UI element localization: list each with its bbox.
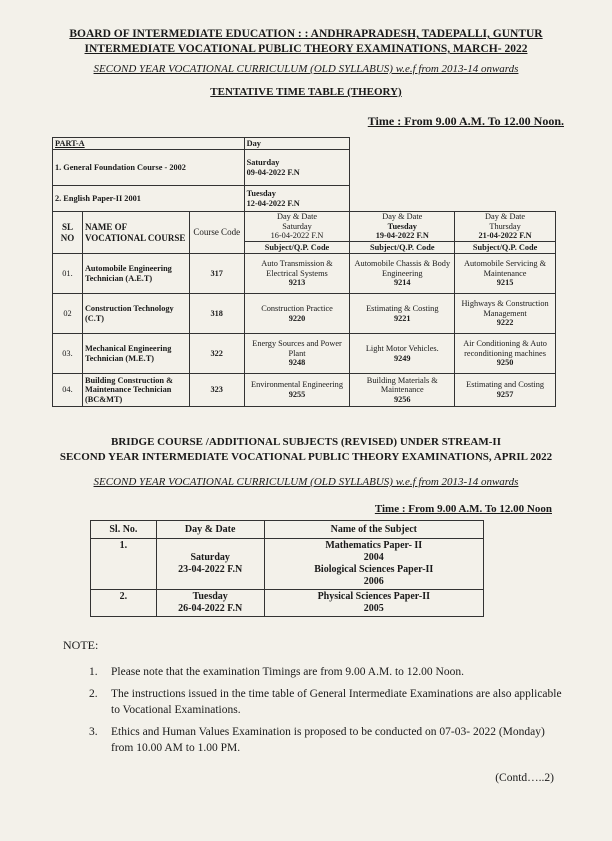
course-code-header: Course Code (189, 212, 244, 254)
table-row: 2. Tuesday 26-04-2022 F.N Physical Sciences Paper-II 2005 (91, 590, 484, 617)
sl-no-header: SL NO (53, 212, 83, 254)
date-header-1: Day & Date Saturday 16-04-2022 F.N (244, 212, 350, 242)
bridge-time: Time : From 9.00 A.M. To 12.00 Noon (374, 503, 552, 515)
table-row: 01. Automobile Engineering Technician (A.E.T) 317 Auto Transmission & Electrical Systems 9213 Automobile Chassis & Body Engineering 9214 Automobile Servicing & Maintenance 9215 (53, 254, 556, 294)
course-name-header: NAME OF VOCATIONAL COURSE (82, 212, 189, 254)
note-item: 3. Ethics and Human Values Examination is proposed to be conducted on 07-03- 2022 (Monday) from 10.00 AM to 1.00 PM. (89, 726, 545, 754)
date-header-3: Day & Date Thursday 21-04-2022 F.N (455, 212, 556, 242)
note-item: 1. Please note that the examination Timings are from 9.00 A.M. to 12.00 Noon. (89, 666, 464, 678)
bridge-date-header: Day & Date (156, 521, 264, 539)
timetable-title: TENTATIVE TIME TABLE (THEORY) (210, 86, 402, 98)
note-title: NOTE: (63, 638, 99, 652)
subject-code-header-1: Subject/Q.P. Code (244, 242, 350, 254)
exam-time: Time : From 9.00 A.M. To 12.00 Noon. (367, 114, 564, 128)
table-row: 04. Building Construction & Maintenance Technician (BC&MT) 323 Environmental Engineering 9255 Building Materials & Maintenance 9256 Estimating and Costing 9257 (53, 374, 556, 407)
date-header-2: Day & Date Tuesday 19-04-2022 F.N (350, 212, 455, 242)
table-row: 03. Mechanical Engineering Technician (M.E.T) 322 Energy Sources and Power Plant 9248 Light Motor Vehicles. 9249 Air Conditioning & Auto reconditioning machines 9250 (53, 334, 556, 374)
bridge-sl-header: Sl. No. (91, 521, 157, 539)
part-a-subject-2: 2. English Paper-II 2001 (53, 186, 245, 212)
note-item: 2. The instructions issued in the time table of General Intermediate Examinations are also applicable to Vocational Examinations. (89, 688, 562, 716)
bridge-subject-header: Name of the Subject (264, 521, 483, 539)
part-a-date-2: Tuesday 12-04-2022 F.N (244, 186, 350, 212)
curriculum-title: SECOND YEAR VOCATIONAL CURRICULUM (OLD SYLLABUS) w.e.f from 2013-14 onwards (93, 63, 519, 75)
board-title: BOARD OF INTERMEDIATE EDUCATION : : ANDHRAPRADESH, TADEPALLI, GUNTUR (69, 28, 543, 40)
subject-code-header-3: Subject/Q.P. Code (455, 242, 556, 254)
part-a-title: PART-A (53, 138, 245, 150)
subject-code-header-2: Subject/Q.P. Code (350, 242, 455, 254)
part-a-date-1: Saturday 09-04-2022 F.N (244, 150, 350, 186)
table-row: 02 Construction Technology (C.T) 318 Construction Practice 9220 Estimating & Costing 9221 Highways & Construction Management 9222 (53, 294, 556, 334)
continued-label: (Contd…..2) (495, 772, 554, 784)
exam-title: INTERMEDIATE VOCATIONAL PUBLIC THEORY EXAMINATIONS, MARCH- 2022 (84, 43, 528, 55)
bridge-exam-title: SECOND YEAR INTERMEDIATE VOCATIONAL PUBLIC THEORY EXAMINATIONS, APRIL 2022 (59, 451, 553, 463)
part-a-subject-1: 1. General Foundation Course - 2002 (53, 150, 245, 186)
bridge-timetable (90, 520, 484, 617)
bridge-curriculum-title: SECOND YEAR VOCATIONAL CURRICULUM (OLD SYLLABUS) w.e.f from 2013-14 onwards (93, 476, 519, 488)
part-a-day-header: Day (244, 138, 350, 150)
table-row: 1. Saturday 23-04-2022 F.N Mathematics Paper- II 2004 Biological Sciences Paper-II 2006 (91, 539, 484, 590)
theory-timetable (52, 137, 556, 407)
bridge-title: BRIDGE COURSE /ADDITIONAL SUBJECTS (REVISED) UNDER STREAM-II (111, 436, 501, 448)
